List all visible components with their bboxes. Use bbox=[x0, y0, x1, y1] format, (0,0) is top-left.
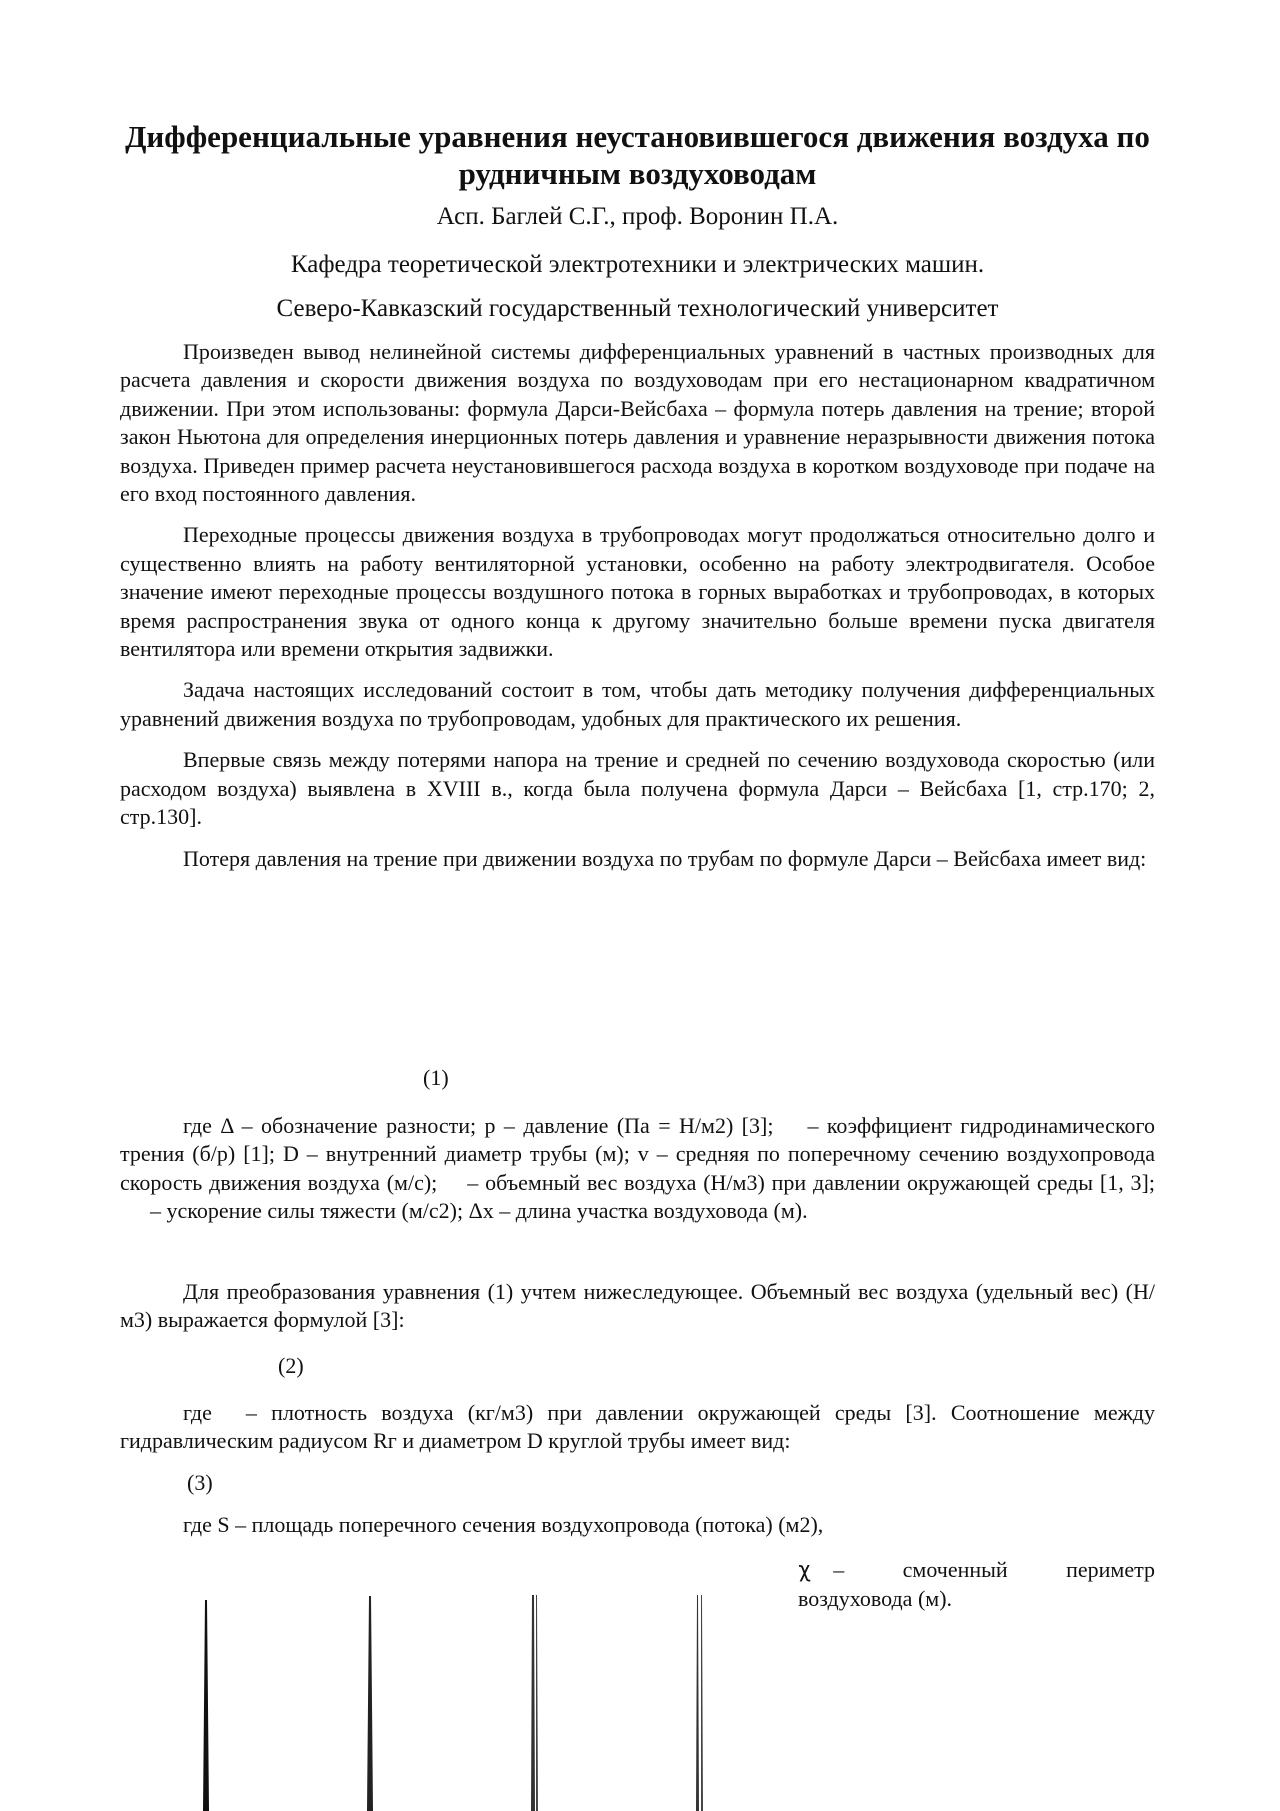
paragraph-history: Впервые связь между потерями напора на трение и средней по сечению воздуховода скоростью (или расходом воздуха) выявлена в XVIII в., когда была получена формула Дарси – Вейсбаха [1, стр.170; 2, стр.130]. bbox=[120, 747, 1155, 830]
artifact-line-3a bbox=[531, 1595, 535, 1811]
paragraph-transients: Переходные процессы движения воздуха в трубопроводах могут продолжаться относительно долго и существенно влиять на работу вентиляторной установки, особенно на работу электродвигателя. Особое значение имеют переходные процессы воздушного потока в горных выработках и трубопроводах, в которых время распространения звука от одного конца к другому значительно больше времени пуска двигателя вентилятора или времени открытия задвижки. bbox=[120, 522, 1155, 662]
where-1-part-d: – ускорение силы тяжести (м/с2); Δx – длина участка воздуховода (м). bbox=[150, 1198, 808, 1224]
paragraph-transform: Для преобразования уравнения (1) учтем нижеследующее. Объемный вес воздуха (удельный вес) (Н/м3) выражается формулой [3]: bbox=[120, 1279, 1155, 1333]
authors-line: Асп. Баглей С.Г., проф. Воронин П.А. bbox=[436, 203, 839, 230]
equation-3-label: (3) bbox=[187, 1470, 213, 1495]
university-line: Северо-Кавказский государственный технологический университет bbox=[276, 295, 999, 322]
department-line: Кафедра теоретической электротехники и электрических машин. bbox=[290, 251, 985, 278]
artifact-line-3b bbox=[536, 1595, 538, 1811]
equation-2-label: (2) bbox=[278, 1353, 304, 1378]
paragraph-where-3: где S – площадь поперечного сечения воздухопровода (потока) (м2), bbox=[183, 1512, 824, 1537]
equation-1-label: (1) bbox=[423, 1065, 449, 1090]
where-1-part-c: – объемный вес воздуха (Н/м3) при давлении окружающей среды [1, 3]; bbox=[467, 1169, 1155, 1195]
abstract-paragraph: Произведен вывод нелинейной системы дифференциальных уравнений в частных производных для расчета давления и скорости движения воздуха по воздуховодам при его нестационарном квадратичном движении. При этом использованы: формула Дарси-Вейсбаха – формула потерь давления на трение; второй закон Ньютона для определения инерционных потерь давления и уравнение неразрывности движения потока воздуха. Приведен пример расчета неустановившегося расхода воздуха в коротком воздуховоде при подаче на его вход постоянного давления. bbox=[120, 339, 1155, 507]
where-1-part-b: – коэффициент гидродинамического трения (б/р) [1]; D – внутренний диаметр трубы (м); v – средняя по поперечному сечению воздухопровода скорость движения воздуха (м/с); bbox=[120, 1113, 1155, 1195]
paragraph-task: Задача настоящих исследований состоит в том, чтобы дать методику получения дифференциальных уравнений движения воздуха по трубопроводам, удобных для практического их решения. bbox=[120, 677, 1155, 731]
chi-symbol: χ bbox=[798, 1558, 812, 1583]
where-2-part-b: – плотность воздуха (кг/м3) при давлении окружающей среды [3]. Соотношение между гидравлическим радиусом Rг и диаметром D круглой трубы имеет вид: bbox=[120, 1400, 1155, 1454]
chi-text: – смоченный периметр воздуховода (м). bbox=[798, 1557, 1155, 1612]
artifact-line-1 bbox=[203, 1600, 209, 1811]
artifact-line-4b bbox=[701, 1595, 703, 1811]
where-2-part-a: где bbox=[183, 1400, 212, 1425]
where-1-part-a: где Δ – обозначение разности; p – давление (Па = Н/м2) [3]; bbox=[183, 1113, 774, 1138]
paragraph-formula-intro: Потеря давления на трение при движении воздуха по трубам по формуле Дарси – Вейсбаха имеет вид: bbox=[183, 845, 1147, 871]
artifact-line-4a bbox=[696, 1595, 699, 1811]
article-title: Дифференциальные уравнения неустановившегося движения воздуха по рудничным воздуховодам bbox=[125, 119, 1150, 191]
artifact-line-2 bbox=[367, 1596, 373, 1811]
